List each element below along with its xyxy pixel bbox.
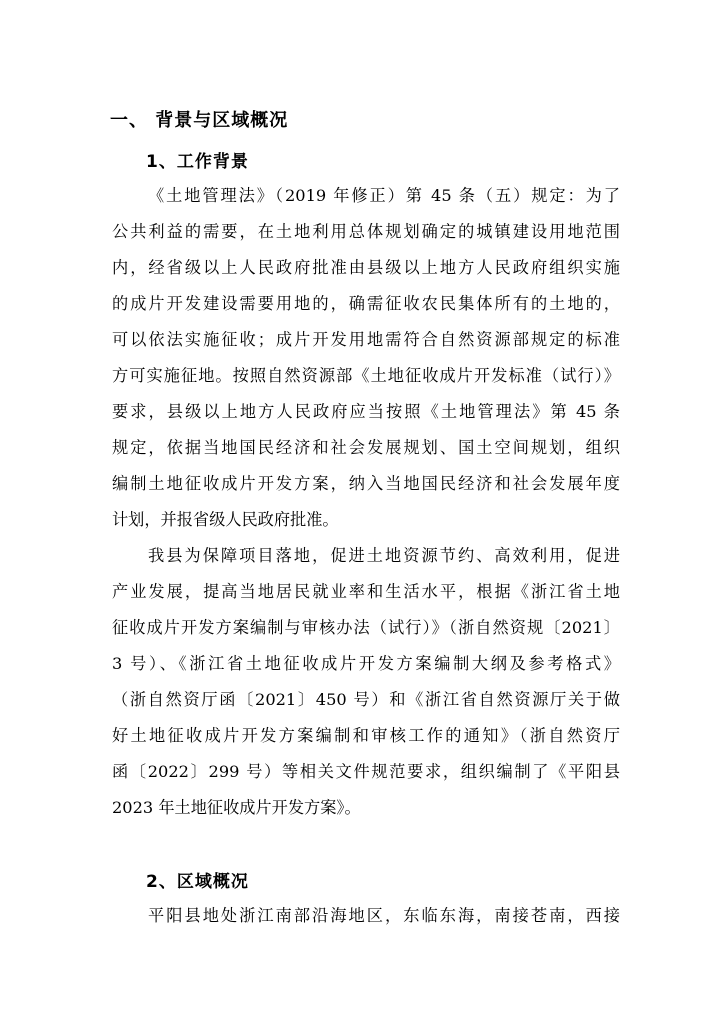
text-line: 计划，并报省级人民政府批准。 [112, 510, 339, 529]
subheading-regional-overview: 2、区域概况 [146, 872, 249, 892]
text-line: 好土地征收成片开发方案编制和审核工作的通知》（浙自然资厅 [112, 726, 620, 745]
text-line: 《土地管理法》（2019 年修正）第 45 条（五）规定：为了 [148, 186, 620, 205]
text-line: 要求，县级以上地方人民政府应当按照《土地管理法》第 45 条 [112, 402, 620, 421]
text-line: 规定，依据当地国民经济和社会发展规划、国土空间规划，组织 [112, 438, 620, 457]
text-line: 函〔2022〕299 号）等相关文件规范要求，组织编制了《平阳县 [112, 762, 620, 781]
text-line: 平阳县地处浙江南部沿海地区，东临东海，南接苍南，西接 [148, 906, 620, 925]
text-line: 征收成片开发方案编制与审核办法（试行）》（浙自然资规〔2021〕 [112, 618, 620, 637]
text-line: 公共利益的需要，在土地利用总体规划确定的城镇建设用地范围 [112, 222, 620, 241]
subheading-work-background: 1、工作背景 [146, 152, 249, 172]
text-line: 内，经省级以上人民政府批准由县级以上地方人民政府组织实施 [112, 258, 620, 277]
text-line: （浙自然资厅函〔2021〕450 号）和《浙江省自然资源厅关于做 [112, 690, 620, 709]
text-line: 我县为保障项目落地，促进土地资源节约、高效利用，促进 [148, 546, 620, 565]
text-line: 编制土地征收成片开发方案，纳入当地国民经济和社会发展年度 [112, 474, 620, 493]
text-line: 产业发展，提高当地居民就业率和生活水平，根据《浙江省土地 [112, 582, 620, 601]
text-line: 3 号）、《浙江省土地征收成片开发方案编制大纲及参考格式》 [112, 654, 620, 673]
text-line: 2023 年土地征收成片开发方案》。 [112, 798, 361, 817]
text-line: 方可实施征地。按照自然资源部《土地征收成片开发标准（试行）》 [112, 366, 620, 385]
text-line: 的成片开发建设需要用地的，确需征收农民集体所有的土地的， [112, 294, 620, 313]
text-line: 可以依法实施征收；成片开发用地需符合自然资源部规定的标准 [112, 330, 620, 349]
section-heading-background: 一、 背景与区域概况 [110, 110, 289, 131]
